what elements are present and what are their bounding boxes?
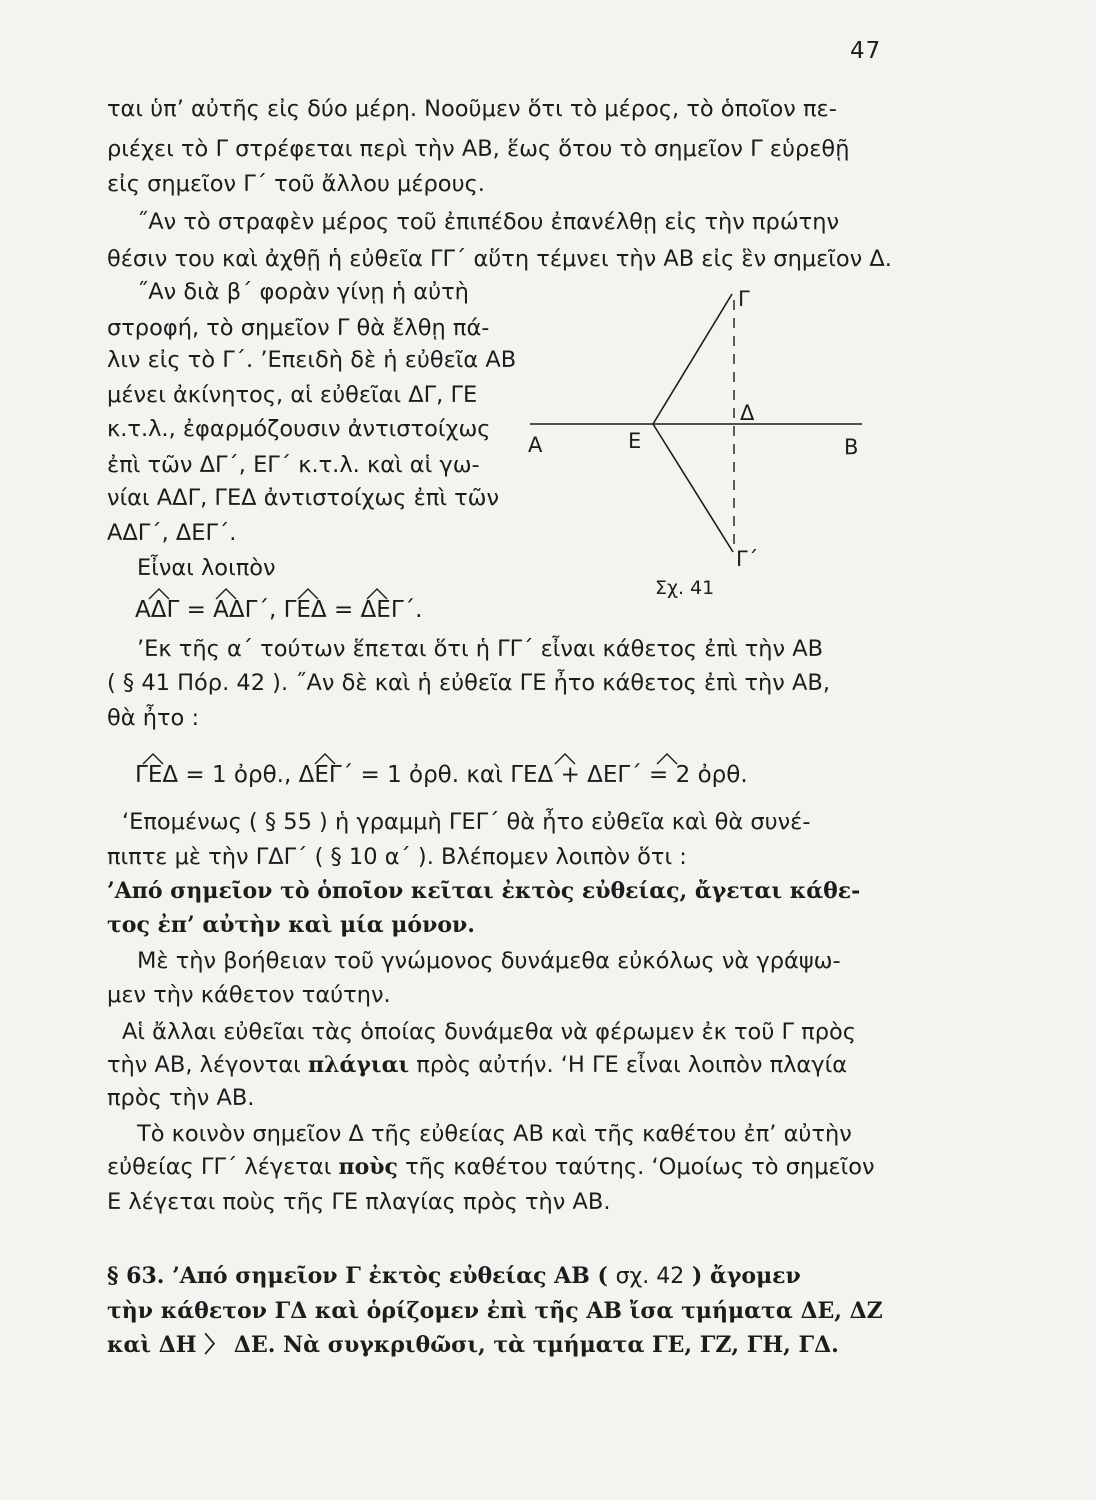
theorem-line: τος ἐπ’ αὐτὴν καὶ μία μόνον. [107, 912, 475, 938]
label-d: Δ [740, 401, 755, 425]
text-line: λιν εἰς τὸ Γ΄. ’Επειδὴ δὲ ἡ εὐθεῖα ΑΒ [107, 347, 517, 373]
text-line: θέσιν του καὶ ἀχθῇ ἡ εὐθεῖα ΓΓ΄ αὕτη τέμνει τὴν ΑΒ εἰς ἓν σημεῖον Δ. [107, 246, 892, 272]
text-line: ˝Αν διὰ β΄ φορὰν γίνῃ ἡ αὐτὴ [137, 279, 469, 305]
equation-right-angles [135, 762, 748, 788]
page-number: 47 [850, 38, 882, 64]
label-e: Ε [628, 429, 642, 453]
text-line: ΑΔΓ΄, ΔΕΓ΄. [107, 520, 237, 546]
segment-eg [653, 294, 732, 424]
equation-angles [135, 597, 422, 623]
text-line [107, 1050, 847, 1080]
figure-caption: Σχ. 41 [655, 577, 715, 599]
angle-hats [135, 748, 835, 768]
term-plagiai: πλάγιαι [307, 1052, 410, 1078]
text-line: ‘Επομένως ( § 55 ) ἡ γραμμὴ ΓΕΓ΄ θὰ ἦτο εὐθεῖα καὶ θὰ συνέ- [122, 809, 811, 835]
text-span: ) ἄγομεν [684, 1263, 801, 1289]
text-line: ( § 41 Πόρ. 42 ). ˝Αν δὲ καὶ ἡ εὐθεῖα ΓΕ ἦτο κάθετος ἐπὶ τὴν ΑΒ, [107, 670, 830, 696]
text-line: πιπτε μὲ τὴν ΓΔΓ΄ ( § 10 α΄ ). Βλέπομεν λοιπὸν ὅτι : [107, 844, 687, 870]
section-63-line: καὶ ΔΗ 〉 ΔΕ. Νὰ συγκριθῶσι, τὰ τμήματα ΓΕ, ΓΖ, ΓΗ, ΓΔ. [107, 1332, 839, 1358]
text-line: ’Εκ τῆς α΄ τούτων ἕπεται ὅτι ἡ ΓΓ΄ εἶναι κάθετος ἐπὶ τὴν ΑΒ [137, 636, 824, 662]
text-line: Αἱ ἄλλαι εὐθεῖαι τὰς ὁποίας δυνάμεθα νὰ φέρωμεν ἐκ τοῦ Γ πρὸς [122, 1019, 856, 1045]
figure-ref: σχ. 42 [615, 1264, 685, 1289]
segment-eg-prime [653, 424, 733, 552]
label-a: Α [528, 433, 543, 457]
text-line: Μὲ τὴν βοήθειαν τοῦ γνώμονος δυνάμεθα εὐκόλως νὰ γράψω- [137, 948, 841, 974]
text-line: εἰς σημεῖον Γ΄ τοῦ ἄλλου μέρους. [107, 171, 485, 197]
text-line: στροφή, τὸ σημεῖον Γ θὰ ἔλθῃ πά- [107, 315, 490, 341]
term-pous: ποὺς [338, 1154, 398, 1180]
text-line: κ.τ.λ., ἐφαρμόζουσιν ἀντιστοίχως [107, 416, 491, 442]
theorem-line: ’Από σημεῖον τὸ ὁποῖον κεῖται ἐκτὸς εὐθείας, ἄγεται κάθε- [107, 878, 861, 904]
text-line: Εἶναι λοιπὸν [137, 555, 276, 581]
section-63-line [107, 1261, 801, 1292]
text-span: τὴν ΑΒ, λέγονται [107, 1052, 308, 1078]
text-line: θὰ ἦτο : [107, 705, 200, 731]
label-g-prime: Γ΄ [736, 547, 759, 571]
angle-hats [135, 583, 435, 603]
equation-text: ΑΔΓ = ΑΔΓ΄, ΓΕΔ = ΔΕΓ΄. [135, 597, 423, 623]
text-line: Ε λέγεται ποὺς τῆς ΓΕ πλαγίας πρὸς τὴν ΑΒ. [107, 1189, 611, 1215]
text-span: § 63. ’Από σημεῖον Γ ἐκτὸς εὐθείας ΑΒ ( [107, 1263, 616, 1289]
text-line: Τὸ κοινὸν σημεῖον Δ τῆς εὐθείας ΑΒ καὶ τῆς καθέτου ἐπ’ αὐτὴν [137, 1121, 852, 1147]
text-span: πρὸς αὐτήν. ‘Η ΓΕ εἶναι λοιπὸν πλαγία [409, 1052, 848, 1078]
text-line: μεν τὴν κάθετον ταύτην. [107, 982, 391, 1008]
figure-41 [520, 280, 880, 610]
text-line: ἐπὶ τῶν ΔΓ΄, ΕΓ΄ κ.τ.λ. καὶ αἱ γω- [107, 452, 480, 478]
text-line: νίαι ΑΔΓ, ΓΕΔ ἀντιστοίχως ἐπὶ τῶν [107, 485, 500, 511]
text-line: μένει ἀκίνητος, αἱ εὐθεῖαι ΔΓ, ΓΕ [107, 382, 478, 408]
perpendicular-diagram [520, 280, 880, 610]
text-line: πρὸς τὴν ΑΒ. [107, 1085, 255, 1111]
text-line [107, 1152, 875, 1182]
text-span: τῆς καθέτου ταύτης. ‘Ομοίως τὸ σημεῖον [397, 1154, 875, 1180]
text-span: εὐθείας ΓΓ΄ λέγεται [107, 1154, 339, 1180]
label-g: Γ [738, 287, 750, 311]
label-b: Β [844, 435, 859, 459]
text-line: ˝Αν τὸ στραφὲν μέρος τοῦ ἐπιπέδου ἐπανέλθῃ εἰς τὴν πρώτην [137, 209, 840, 235]
text-line: ται ὑπ’ αὐτῆς εἰς δύο μέρη. Νοοῦμεν ὅτι τὸ μέρος, τὸ ὁποῖον πε- [107, 96, 837, 122]
equation-text: ΓΕΔ = 1 ὀρθ., ΔΕΓ΄ = 1 ὀρθ. καὶ ΓΕΔ + ΔΕΓ΄ = 2 ὀρθ. [135, 762, 748, 788]
section-63-line: τὴν κάθετον ΓΔ καὶ ὁρίζομεν ἐπὶ τῆς ΑΒ ἴσα τμήματα ΔΕ, ΔΖ [107, 1298, 883, 1324]
text-line: ριέχει τὸ Γ στρέφεται περὶ τὴν ΑΒ, ἕως ὅτου τὸ σημεῖον Γ εὑρεθῇ [107, 136, 850, 162]
